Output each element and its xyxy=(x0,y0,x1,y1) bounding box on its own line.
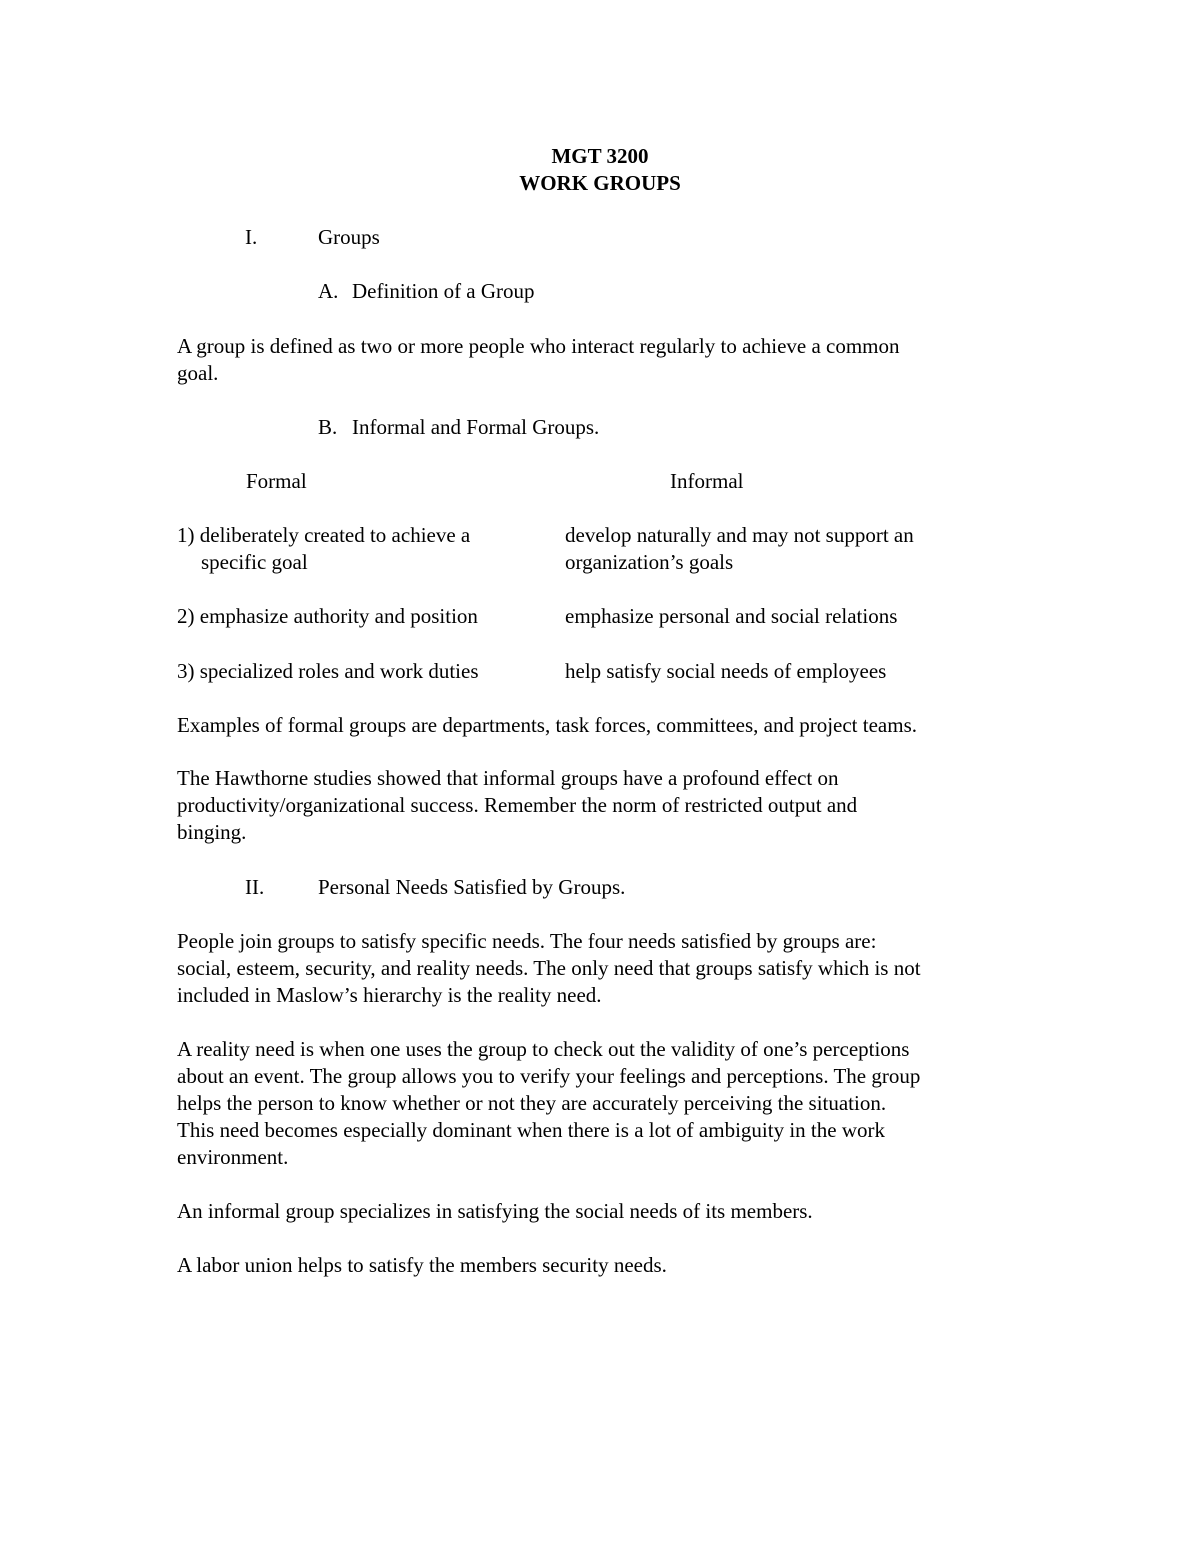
subsection-b-letter: B. xyxy=(318,415,338,439)
informal-row-3: help satisfy social needs of employees xyxy=(565,659,887,683)
reality-need-paragraph xyxy=(177,1036,1037,1171)
hawthorne-line: binging. xyxy=(177,820,247,844)
informal-row-1-line-2: organization’s goals xyxy=(565,550,734,574)
informal-row-1 xyxy=(565,522,1005,576)
column-header-formal: Formal xyxy=(246,469,307,493)
reality-line: A reality need is when one uses the group to check out the validity of one’s perceptions xyxy=(177,1037,910,1061)
reality-line: This need becomes especially dominant when there is a lot of ambiguity in the work xyxy=(177,1118,885,1142)
formal-row-1-line-1: 1) deliberately created to achieve a xyxy=(177,523,471,547)
informal-row-2: emphasize personal and social relations xyxy=(565,604,898,628)
hawthorne-paragraph xyxy=(177,765,1037,846)
section-1-heading: Groups xyxy=(318,225,380,249)
examples-paragraph: Examples of formal groups are departments, task forces, committees, and project teams. xyxy=(177,713,918,737)
formal-row-2: 2) emphasize authority and position xyxy=(177,604,478,628)
reality-line: environment. xyxy=(177,1145,289,1169)
needs-line: People join groups to satisfy specific needs. The four needs satisfied by groups are: xyxy=(177,929,877,953)
section-2-heading: Personal Needs Satisfied by Groups. xyxy=(318,875,626,899)
formal-row-1-line-2: specific goal xyxy=(201,550,308,574)
document-title: WORK GROUPS xyxy=(519,171,681,195)
informal-row-1-line-1: develop naturally and may not support an xyxy=(565,523,914,547)
formal-row-3: 3) specialized roles and work duties xyxy=(177,659,479,683)
column-header-informal: Informal xyxy=(670,469,744,493)
course-code: MGT 3200 xyxy=(551,144,649,168)
subsection-b-heading: Informal and Formal Groups. xyxy=(352,415,600,439)
needs-line: included in Maslow’s hierarchy is the reality need. xyxy=(177,983,602,1007)
hawthorne-line: productivity/organizational success. Remember the norm of restricted output and xyxy=(177,793,858,817)
labor-union-paragraph: A labor union helps to satisfy the members security needs. xyxy=(177,1253,667,1277)
hawthorne-line: The Hawthorne studies showed that informal groups have a profound effect on xyxy=(177,766,839,790)
informal-group-paragraph: An informal group specializes in satisfying the social needs of its members. xyxy=(177,1199,813,1223)
reality-line: helps the person to know whether or not they are accurately perceiving the situation. xyxy=(177,1091,887,1115)
section-2-numeral: II. xyxy=(245,875,265,899)
definition-line: A group is defined as two or more people who interact regularly to achieve a common xyxy=(177,334,900,358)
subsection-a-letter: A. xyxy=(318,279,339,303)
section-1-numeral: I. xyxy=(245,225,258,249)
subsection-a-heading: Definition of a Group xyxy=(352,279,535,303)
definition-line: goal. xyxy=(177,361,219,385)
needs-line: social, esteem, security, and reality needs. The only need that groups satisfy which is not xyxy=(177,956,921,980)
formal-row-1 xyxy=(177,522,557,576)
needs-paragraph xyxy=(177,928,1037,1009)
definition-paragraph xyxy=(177,333,1037,387)
reality-line: about an event. The group allows you to verify your feelings and perceptions. The group xyxy=(177,1064,921,1088)
